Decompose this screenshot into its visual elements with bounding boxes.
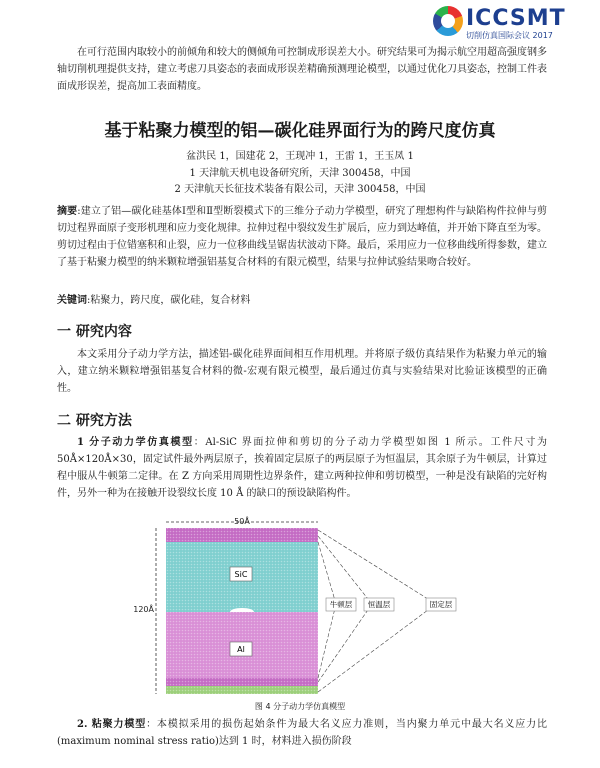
width-label: 50Å: [234, 517, 250, 526]
figure-md-model: [133, 512, 476, 702]
section-2-para-1: [57, 434, 547, 502]
section-1-title: 一 研究内容: [57, 324, 132, 340]
al-label: Al: [237, 645, 245, 654]
md-model-label: 1 分子动力学仿真模型: [77, 437, 194, 448]
conference-logo-icon: [433, 6, 463, 36]
abstract-text: :建立了铝—碳化硅基体Ⅰ型和Ⅱ型断裂模式下的三维分子动力学模型，研究了理想构件与缺陷构件拉伸与剪切过程界面原子变形机理和应力变化规律。拉伸过程中裂纹发生扩展后，应力到达峰值，并开始下降直至为零。剪切过程由于位错塞积和止裂，应力一位移曲线呈锯齿状波动下降。最后，采用应力一位移曲线所得参数，建立了基于粘聚力模型的纳米颗粒增强铝基复合材料的有限元模型，结果与拉伸试验结果吻合较好。: [57, 206, 548, 268]
section-2-title: 二 研究方法: [57, 413, 132, 429]
authors: 盆洪民 1，国建花 2，王现冲 1，王雷 1，王玉凤 1: [186, 151, 414, 162]
section-1-text: 本文采用分子动力学方法，描述铝-碳化硅界面间相互作用机理。并将原子级仿真结果作为粘聚力单元的输入，建立纳米颗粒增强铝基复合材料的微-宏观有限元模型，最后通过仿真与实验结果对比验证该模型的正确性。: [57, 349, 547, 394]
height-label: 120Å: [133, 605, 154, 614]
logo-subtitle: 切削仿真国际会议 2017: [466, 31, 553, 40]
abstract-label: 摘要: [57, 206, 78, 217]
fixed-layer-label: 固定层: [429, 600, 453, 609]
figure-caption: 图 4 分子动力学仿真模型: [254, 702, 346, 711]
sic-label: SiC: [234, 570, 248, 579]
logo-title: ICCSMT: [466, 6, 566, 31]
abstract: [57, 203, 547, 271]
affiliation-2: 2 天津航天长征技术装备有限公司，天津 300458，中国: [174, 184, 426, 195]
section-2-para-2: [57, 716, 547, 750]
keywords-text: :粘聚力，跨尺度，碳化硅，复合材料: [87, 295, 251, 306]
thermo-layer-label: 恒温层: [367, 600, 391, 609]
paper-title: 基于粘聚力模型的铝—碳化硅界面行为的跨尺度仿真: [104, 121, 496, 141]
keywords: [57, 292, 547, 309]
md-model-text: ：Al-SiC 界面拉伸和剪切的分子动力学模型如图 1 所示。工件尺寸为 50Å×120Å×30，固定试件最外两层原子，挨着固定层原子的两层原子为恒温层，其余原子为牛顿层，计算过程中服从牛顿第二定律。在 Z 方向采用周期性边界条件，建立两种拉伸和剪切模型，一种是没有缺陷的完好构件，另外一种为在接触开设裂纹长度 10 Å 的缺口的预设缺陷构件。: [57, 437, 547, 499]
affiliation-1: 1 天津航天机电设备研究所，天津 300458，中国: [189, 168, 411, 179]
keywords-label: 关键词: [57, 295, 87, 306]
cohesive-model-label: 2. 粘聚力模型: [77, 719, 147, 730]
intro-paragraph: 在可行范围内取较小的前倾角和较大的侧倾角可控制成形误差大小。研究结果可为揭示航空用超高强度钢多轴切削机理提供支持，建立考虑刀具姿态的表面成形误差精确预测理论模型，以通过优化刀具姿态，控制工件表面成形误差，提高加工表面精度。: [57, 47, 547, 92]
figure-svg: [133, 512, 476, 702]
newton-layer-label: 牛顿层: [329, 600, 353, 609]
cohesive-model-text: ：本模拟采用的损伤起始条件为最大名义应力准则，当内聚力单元中最大名义应力比 (maximum nominal stress ratio)达到 1 时，材料进入损伤阶段: [57, 719, 548, 747]
